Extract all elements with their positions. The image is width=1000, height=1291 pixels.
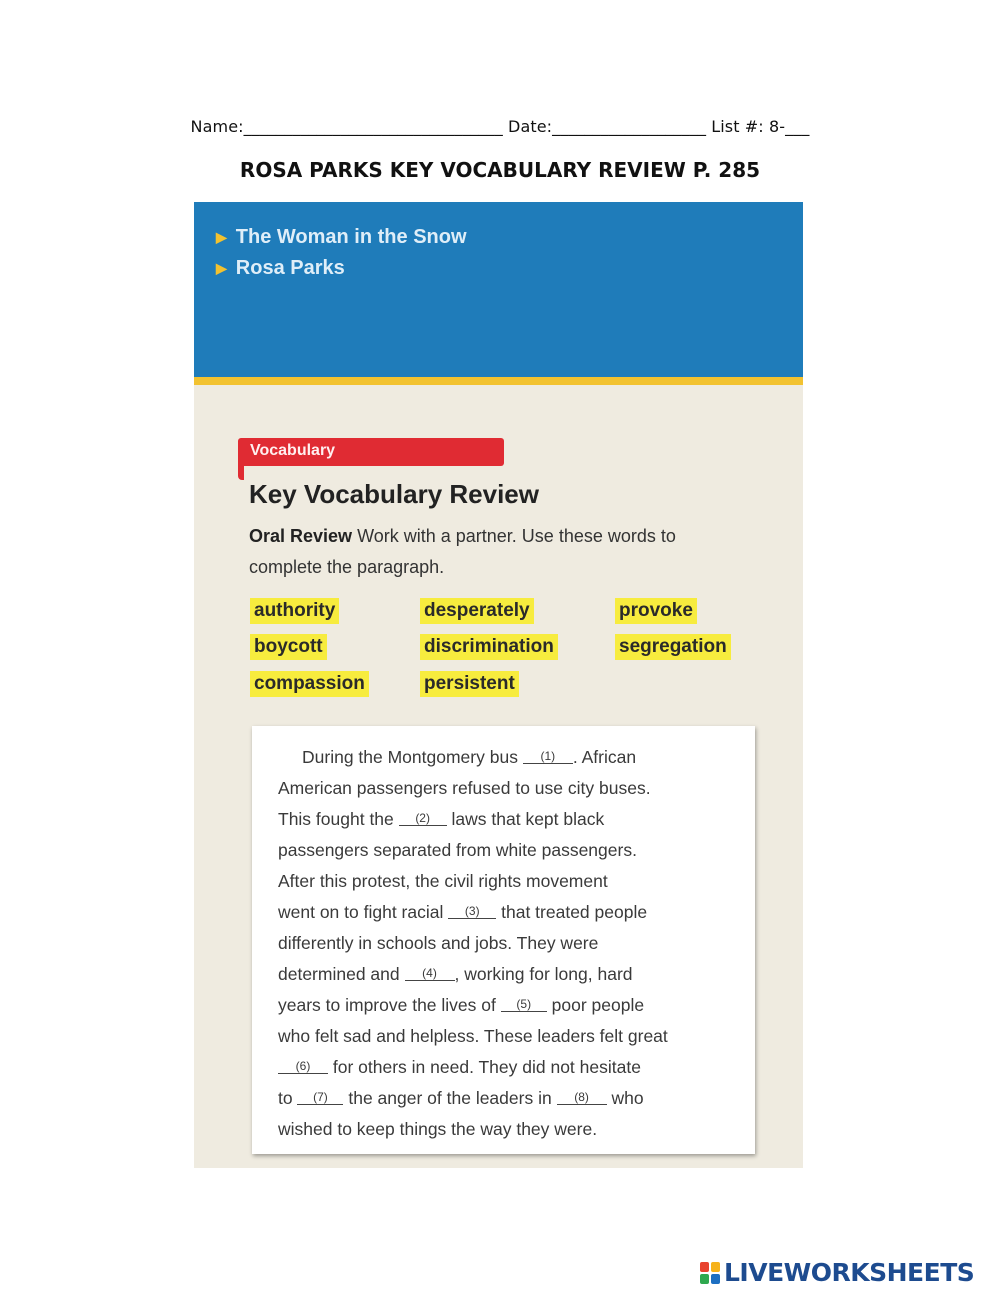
liveworksheets-logo-icon <box>700 1262 720 1284</box>
word-bank-item: compassion <box>250 671 369 697</box>
vocabulary-tag <box>238 438 504 466</box>
text: differently in schools and jobs. They were <box>278 933 599 953</box>
blank-3[interactable]: (3) <box>448 904 496 919</box>
name-date-list-line: Name:________________________________ Date:___________________ List #: 8-___ <box>190 117 810 136</box>
word-bank-item: discrimination <box>420 634 558 660</box>
text: During the Montgomery bus <box>302 747 518 767</box>
text: After this protest, the civil rights movement <box>278 871 608 891</box>
text: passengers separated from white passengers. <box>278 840 637 860</box>
word-bank-item: persistent <box>420 671 519 697</box>
selection-label: The Woman in the Snow <box>235 226 467 248</box>
text: who <box>611 1088 644 1108</box>
text: wished to keep things the way they were. <box>278 1119 598 1139</box>
text: went on to fight racial <box>278 902 444 922</box>
selection-item <box>216 226 467 249</box>
text: the anger of the leaders in <box>348 1088 552 1108</box>
blank-8[interactable]: (8) <box>557 1090 607 1105</box>
text: years to improve the lives of <box>278 995 496 1015</box>
text: poor people <box>551 995 645 1015</box>
selection-item <box>216 257 345 280</box>
text: American passengers refused to use city buses. <box>278 778 651 798</box>
instructions-text: Work with a partner. Use these words to complete the paragraph. <box>249 526 676 577</box>
text: . African <box>572 747 637 767</box>
logo-text: LIVEWORKSHEETS <box>724 1258 975 1287</box>
text: , working for long, hard <box>454 964 633 984</box>
paragraph-box <box>252 726 755 1154</box>
vocabulary-tag-label: Vocabulary <box>250 442 336 459</box>
textbook-page-image <box>194 202 803 1168</box>
instructions <box>249 521 749 583</box>
blank-4[interactable]: (4) <box>405 966 455 981</box>
blank-2[interactable]: (2) <box>399 811 447 826</box>
blank-1[interactable]: (1) <box>523 749 573 764</box>
word-bank-item: authority <box>250 598 339 624</box>
selection-label: Rosa Parks <box>235 257 345 279</box>
page-title: ROSA PARKS KEY VOCABULARY REVIEW P. 285 <box>239 158 761 182</box>
triangle-bullet-icon: ▶ <box>216 260 227 276</box>
word-bank-item: desperately <box>420 598 534 624</box>
blank-6[interactable]: (6) <box>278 1059 328 1074</box>
text: that treated people <box>501 902 648 922</box>
text: for others in need. They did not hesitate <box>332 1057 641 1077</box>
banner-divider <box>194 377 803 385</box>
word-bank-item: boycott <box>250 634 327 660</box>
word-bank-item: segregation <box>615 634 731 660</box>
triangle-bullet-icon: ▶ <box>216 229 227 245</box>
word-bank-item: provoke <box>615 598 697 624</box>
liveworksheets-logo <box>700 1258 974 1287</box>
text: This fought the <box>278 809 394 829</box>
section-heading: Key Vocabulary Review <box>249 479 539 509</box>
selection-banner <box>194 202 803 377</box>
text: to <box>278 1088 293 1108</box>
text: laws that kept black <box>451 809 605 829</box>
text: determined and <box>278 964 400 984</box>
blank-7[interactable]: (7) <box>297 1090 343 1105</box>
instructions-label: Oral Review <box>249 526 353 546</box>
text: who felt sad and helpless. These leaders felt great <box>278 1026 668 1046</box>
blank-5[interactable]: (5) <box>501 997 547 1012</box>
cloze-paragraph <box>278 742 748 1145</box>
